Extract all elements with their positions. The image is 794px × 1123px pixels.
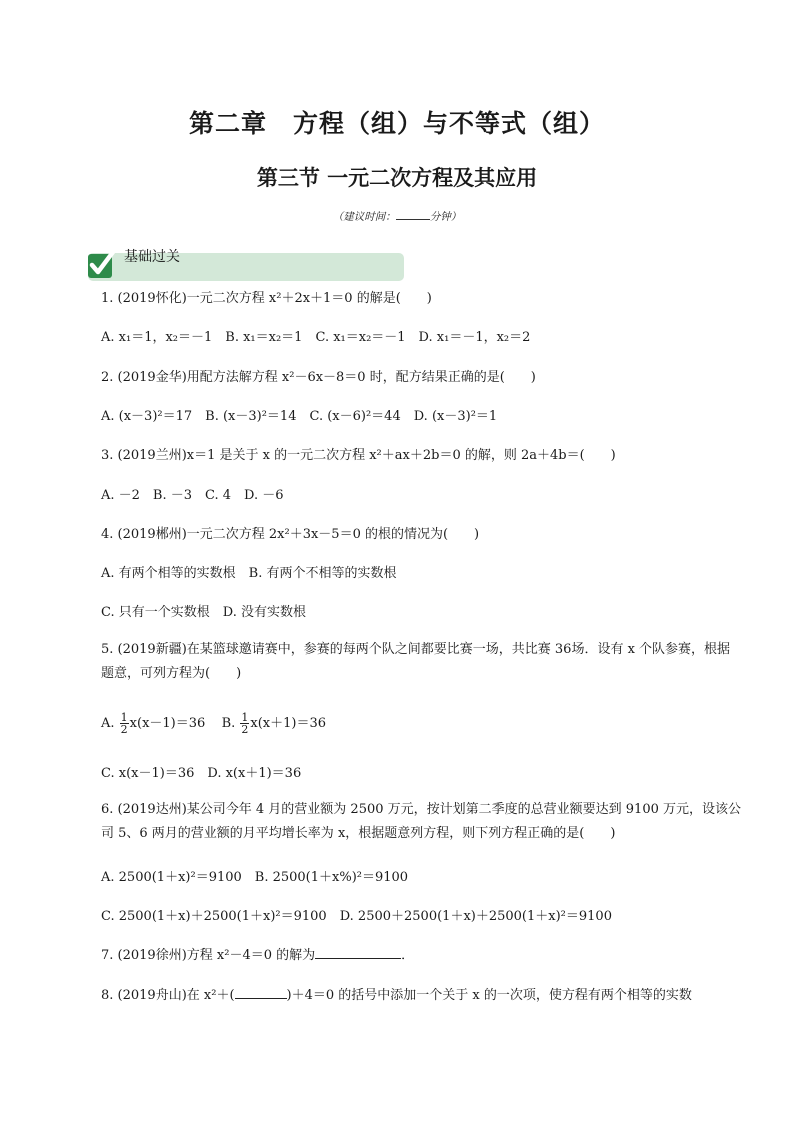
question-7 bbox=[101, 944, 414, 963]
question-1-options: A. x₁＝1，x₂＝－1 B. x₁＝x₂＝1 C. x₁＝x₂＝－1 D. x₁＝－1，x₂＝2 bbox=[101, 330, 531, 345]
question-2-options: A. (x－3)²＝17 B. (x－3)²＝14 C. (x－6)²＝44 D. (x－3)²＝1 bbox=[101, 409, 498, 424]
question-5-options-row1 bbox=[101, 712, 326, 735]
option-a-label: A. bbox=[101, 716, 115, 731]
question-6-options-row2: C. 2500(1＋x)＋2500(1＋x)²＝9100 D. 2500＋2500(1＋x)＋2500(1＋x)²＝9100 bbox=[101, 909, 612, 924]
question-3-options: A. －2 B. －3 C. 4 D. －6 bbox=[101, 488, 284, 503]
chapter-title: 第二章 方程（组）与不等式（组） bbox=[188, 109, 605, 138]
question-2: 2. (2019金华)用配方法解方程 x²－6x－8＝0 时，配方结果正确的是( ) bbox=[101, 370, 536, 385]
question-5-options-row2: C. x(x－1)＝36 D. x(x＋1)＝36 bbox=[101, 766, 302, 781]
question-7-text: 7. (2019徐州)方程 x²－4＝0 的解为 bbox=[101, 948, 316, 963]
question-3: 3. (2019兰州)x＝1 是关于 x 的一元二次方程 x²＋ax＋2b＝0 的解，则 2a＋4b＝( ) bbox=[101, 448, 616, 463]
question-1: 1. (2019怀化)一元二次方程 x²＋2x＋1＝0 的解是( ) bbox=[101, 291, 432, 306]
answer-blank[interactable] bbox=[235, 986, 287, 999]
question-8 bbox=[101, 984, 692, 1003]
fraction-numerator: 1 bbox=[120, 711, 128, 724]
section-banner-label: 基础过关 bbox=[124, 249, 180, 265]
fraction-numerator: 1 bbox=[241, 711, 249, 724]
question-8-text-start: 8. (2019舟山)在 x²＋( bbox=[101, 988, 235, 1003]
question-5: 5. (2019新疆)在某篮球邀请赛中，参赛的每两个队之间都要比赛一场，共比赛 36场．设有 x 个队参赛，根据题意，可列方程为( ) bbox=[101, 642, 731, 681]
option-b-label: B. bbox=[221, 716, 236, 731]
question-6: 6. (2019达州)某公司今年 4 月的营业额为 2500 万元，按计划第二季度的总营业额要达到 9100 万元，设该公司 5、6 两月的营业额的月平均增长率为 x，根据题意列方程，则下列方程正确的是( ) bbox=[101, 802, 741, 841]
time-hint-suffix: 分钟） bbox=[429, 211, 462, 223]
fraction-denominator: 2 bbox=[241, 723, 249, 736]
question-4-options-row1: A. 有两个相等的实数根 B. 有两个不相等的实数根 bbox=[101, 566, 397, 581]
suggested-time bbox=[0, 209, 794, 224]
checkmark-icon bbox=[86, 248, 116, 280]
option-b-expression: x(x＋1)＝36 bbox=[250, 716, 327, 731]
time-blank bbox=[396, 209, 430, 220]
option-a-expression: x(x－1)＝36 bbox=[129, 716, 206, 731]
question-8-text-end: )＋4＝0 的括号中添加一个关于 x 的一次项，使方程有两个相等的实数 bbox=[286, 988, 692, 1003]
answer-blank[interactable] bbox=[315, 946, 401, 959]
question-7-end: ． bbox=[401, 948, 415, 963]
fraction-half bbox=[240, 712, 249, 735]
question-6-options-row1: A. 2500(1＋x)²＝9100 B. 2500(1＋x%)²＝9100 bbox=[101, 870, 409, 885]
time-hint-prefix: （建议时间： bbox=[332, 211, 396, 223]
fraction-half bbox=[120, 712, 129, 735]
section-title: 第三节 一元二次方程及其应用 bbox=[256, 166, 538, 190]
question-4-options-row2: C. 只有一个实数根 D. 没有实数根 bbox=[101, 605, 306, 620]
fraction-denominator: 2 bbox=[120, 723, 128, 736]
question-4: 4. (2019郴州)一元二次方程 2x²＋3x－5＝0 的根的情况为( ) bbox=[101, 527, 480, 542]
